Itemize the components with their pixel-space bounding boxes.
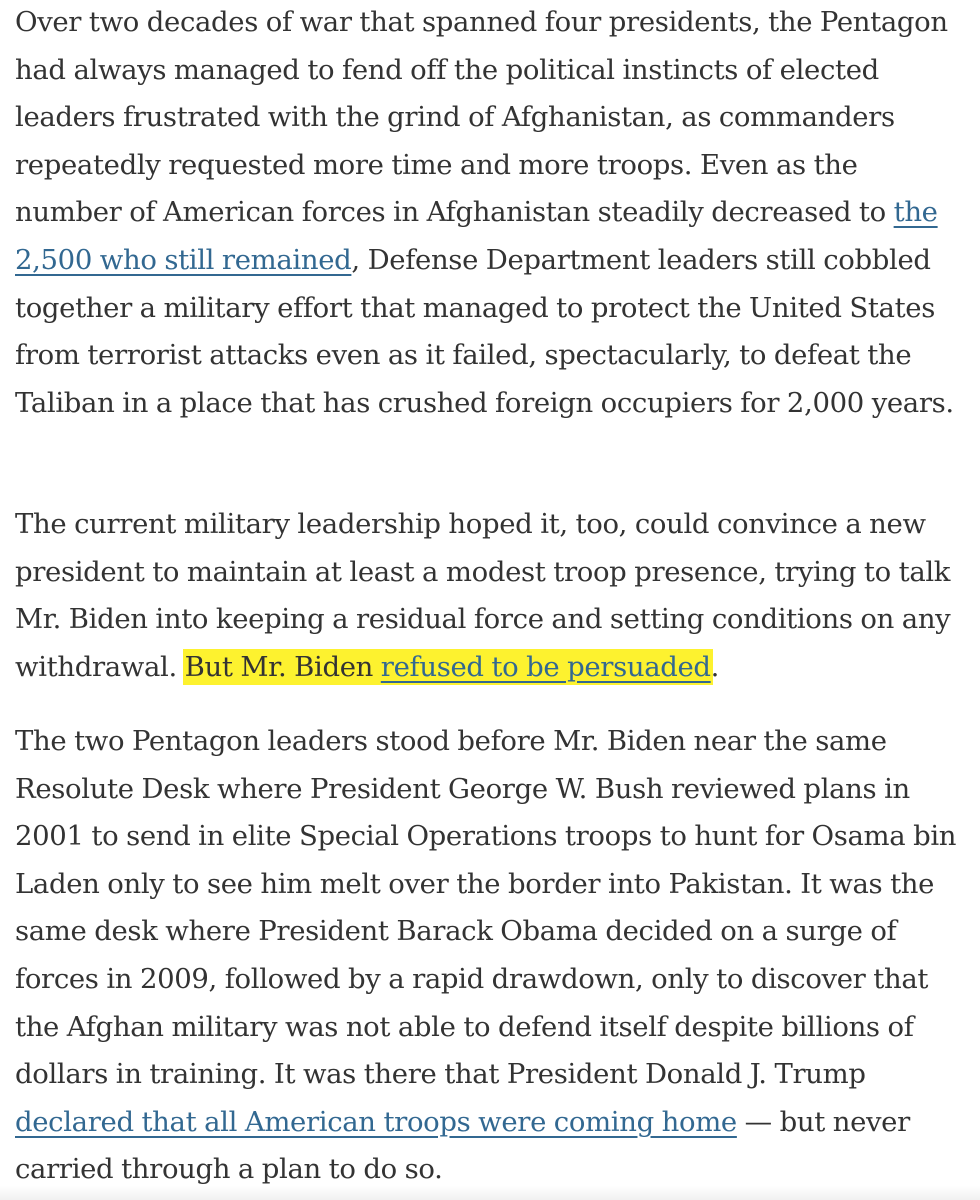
paragraph-2 bbox=[15, 501, 964, 691]
paragraph-2-text-start: The current military leadership hoped it, too, could convince a new president to maintain at least a modest troop presence, trying to talk Mr. Biden into keeping a residual force and setting conditions on any withdrawal. bbox=[15, 508, 951, 683]
paragraph-3-text-start: The two Pentagon leaders stood before Mr. Biden near the same Resolute Desk where President George W. Bush reviewed plans in 2001 to send in elite Special Operations troops to hunt for Osama bin Laden only to see him melt over the border into Pakistan. It was the same desk where President Barack Obama decided on a surge of forces in 2009, followed by a rapid drawdown, only to discover that the Afghan military was not able to defend itself despite billions of dollars in training. It was there that President Donald J. Trump bbox=[15, 725, 957, 1091]
link-refused-to-be-persuaded[interactable]: refused to be persuaded bbox=[380, 650, 711, 683]
paragraph-3 bbox=[15, 718, 964, 1194]
link-2500-remained[interactable]: the 2,500 who still remained bbox=[15, 196, 938, 276]
link-troops-coming-home[interactable]: declared that all American troops were coming home bbox=[15, 1105, 737, 1138]
highlighted-passage bbox=[185, 651, 711, 683]
bottom-edge-shade bbox=[0, 1186, 980, 1200]
highlighted-text: But Mr. Biden bbox=[184, 650, 381, 683]
paragraph-1 bbox=[15, 0, 964, 427]
paragraph-3-text-end: — but never carried through a plan to do so. bbox=[15, 1105, 910, 1186]
paragraph-1-text-start: Over two decades of war that spanned four presidents, the Pentagon had always managed to fend off the political instincts of elected leaders frustrated with the grind of Afghanistan, as commanders repeatedly requested more time and more troops. Even as the number of American forces in Afghanistan steadily decreased to bbox=[15, 6, 948, 229]
paragraph-2-period: . bbox=[710, 650, 720, 683]
paragraph-1-text-end: , Defense Department leaders still cobbled together a military effort that managed to protect the United States from terrorist attacks even as it failed, spectacularly, to defeat the Taliban in a place that has crushed foreign occupiers for 2,000 years. bbox=[15, 243, 954, 419]
